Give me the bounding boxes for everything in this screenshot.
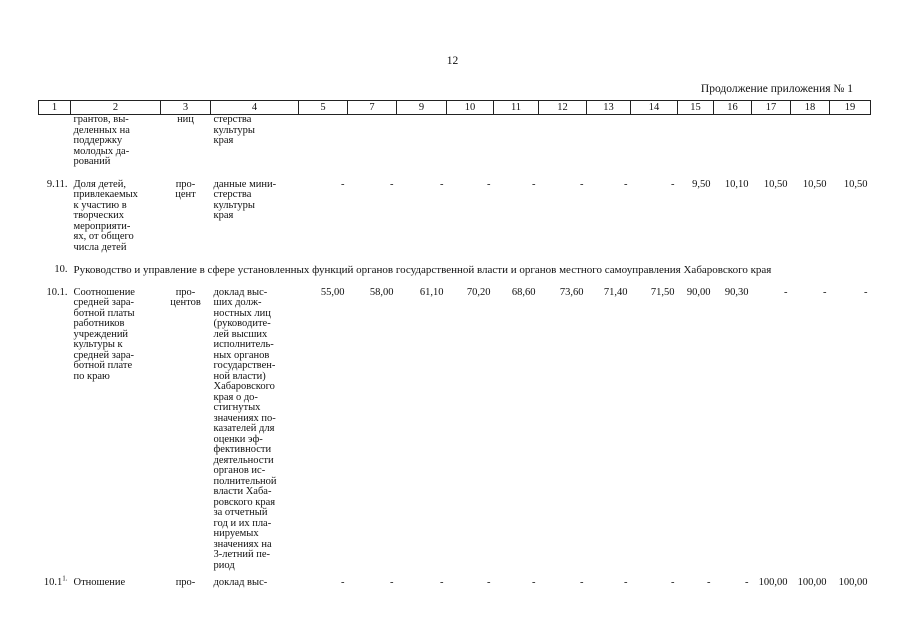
values-empty (299, 115, 871, 168)
value-cell: - (671, 577, 675, 588)
indicator-name: Отношение (73, 577, 126, 588)
col-header: 18 (791, 101, 830, 115)
value-cell: - (532, 178, 536, 190)
value-cell: - (624, 577, 628, 588)
row-number: 9.11. (46, 178, 68, 190)
col-header: 3 (161, 101, 211, 115)
value-cell: - (745, 577, 749, 588)
value-cell: - (580, 178, 584, 190)
row-number: 10.1. (46, 286, 68, 298)
col-header: 12 (539, 101, 587, 115)
value-cell: - (440, 178, 444, 190)
value-cell: - (823, 286, 827, 298)
value-cell: - (532, 577, 536, 588)
indicator-table (38, 100, 871, 589)
unit: про- цент (175, 178, 196, 200)
col-header: 9 (397, 101, 447, 115)
col-header: 4 (211, 101, 299, 115)
table-row (39, 578, 871, 589)
col-header: 1 (39, 101, 71, 115)
value-cell: 90,00 (686, 286, 711, 298)
unit: ниц (177, 114, 194, 125)
value-cell: 100,00 (797, 577, 827, 588)
spacer-row (39, 168, 871, 180)
table-row (39, 115, 871, 168)
col-header: 15 (678, 101, 714, 115)
section-row (39, 265, 871, 276)
value-cell: 10,50 (843, 178, 868, 190)
spacer-row (39, 276, 871, 288)
value-cell: - (671, 178, 675, 190)
value-cell: 90,30 (724, 286, 749, 298)
value-cell: - (784, 286, 788, 298)
value-cell: 100,00 (758, 577, 788, 588)
value-cell: 58,00 (369, 286, 394, 298)
unit: про- центов (170, 286, 201, 308)
value-cell: - (487, 577, 491, 588)
value-cell: 9,50 (692, 178, 711, 190)
unit: про- (175, 577, 196, 588)
value-cell: - (341, 577, 345, 588)
data-source: доклад выс- (213, 577, 268, 588)
col-header: 2 (71, 101, 161, 115)
row-number (39, 115, 71, 168)
value-cell: 73,60 (559, 286, 584, 298)
value-cell: 10,10 (724, 178, 749, 190)
value-cell: 71,40 (603, 286, 628, 298)
data-source: доклад выс- ших долж- ностных лиц (руководите- лей высших исполнитель- ных органов государствен- ной власти) Хабаровского края о до- стигнутых значениях по- казателей для оценки эф- фективности деятельности органов ис- полнительной власти Хаба- ровского края за отчетный год и их пла- нируемых значениях на 3-летний пе- риод (213, 286, 277, 571)
value-cell: 55,00 (320, 286, 345, 298)
col-header: 17 (752, 101, 791, 115)
value-cell: - (440, 577, 444, 588)
value-cell: - (707, 577, 711, 588)
value-cell: 68,60 (511, 286, 536, 298)
indicator-name: Соотношение средней зара- ботной платы работников учреждений культуры к средней зара- ботной плате по краю (73, 286, 135, 382)
value-cell: 100,00 (838, 577, 868, 588)
table-row (39, 180, 871, 254)
value-cell: - (487, 178, 491, 190)
data-source: стерства культуры края (213, 114, 255, 146)
col-header: 10 (447, 101, 494, 115)
row-number: $10.1^{1.}$ (43, 574, 68, 588)
page-number: 12 (446, 55, 459, 67)
continuation-label: Продолжение приложения № 1 (700, 83, 853, 95)
value-cell: - (390, 577, 394, 588)
col-header: 14 (631, 101, 678, 115)
value-cell: 71,50 (650, 286, 675, 298)
value-cell: 10,50 (763, 178, 788, 190)
col-header: 13 (587, 101, 631, 115)
col-header: 16 (714, 101, 752, 115)
value-cell: - (580, 577, 584, 588)
value-cell: - (390, 178, 394, 190)
header-row (39, 101, 871, 115)
value-cell: - (864, 286, 868, 298)
value-cell: - (341, 178, 345, 190)
col-header: 11 (494, 101, 539, 115)
data-source: данные мини- стерства культуры края (213, 178, 277, 221)
value-cell: 61,10 (419, 286, 444, 298)
table-row (39, 288, 871, 572)
value-cell: - (624, 178, 628, 190)
section-title: Руководство и управление в сфере установленных функций органов государственной власти и органов местного самоуправления Хабаровского края (73, 264, 772, 276)
section-number: 10. (54, 264, 68, 275)
col-header: 5 (299, 101, 348, 115)
col-header: 19 (830, 101, 871, 115)
value-cell: 10,50 (802, 178, 827, 190)
value-cell: 70,20 (466, 286, 491, 298)
indicator-name: грантов, вы- деленных на поддержку молодых да- рований (73, 114, 130, 167)
col-header: 7 (348, 101, 397, 115)
indicator-name: Доля детей, привлекаемых к участию в творческих мероприяти- ях, от общего числа детей (73, 178, 138, 253)
